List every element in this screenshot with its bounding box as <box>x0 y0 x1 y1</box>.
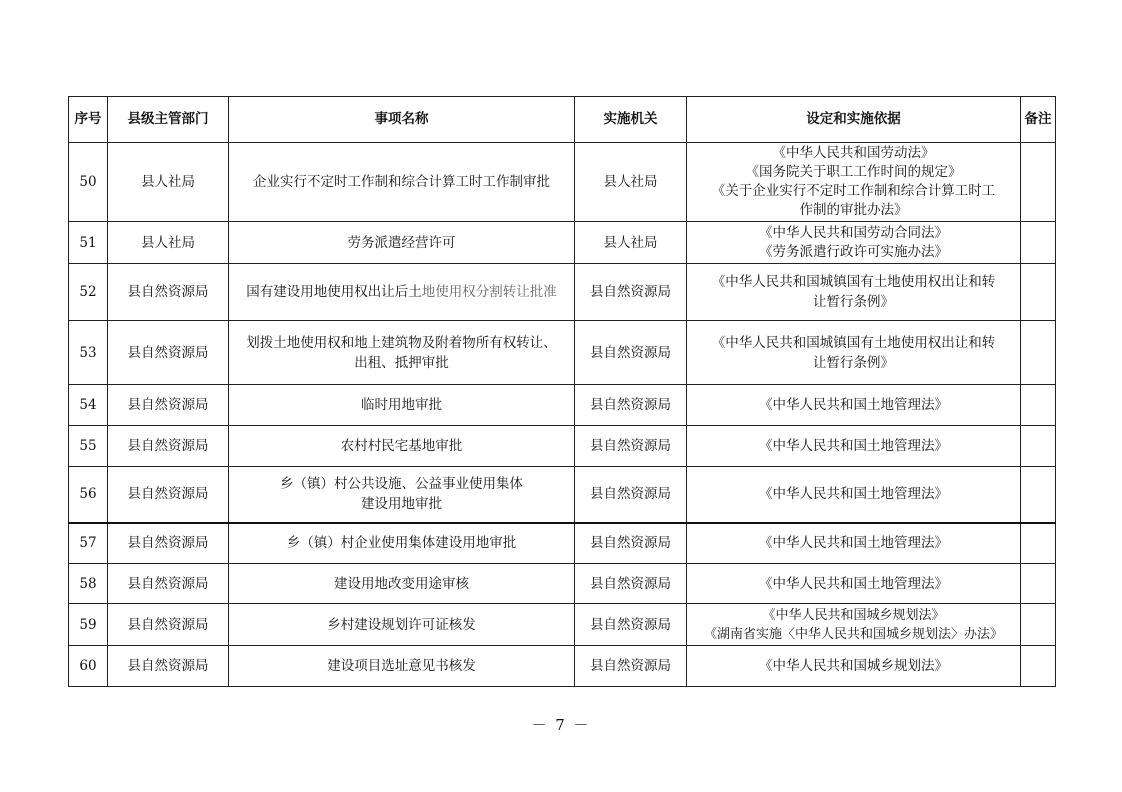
basis-line: 《中华人民共和国城镇国有土地使用权出让和转 <box>711 334 996 351</box>
header-seq: 序号 <box>69 97 108 143</box>
row-dept: 县自然资源局 <box>108 604 229 646</box>
basis-line: 《中华人民共和国劳动法》 <box>772 145 935 161</box>
row-seq: 54 <box>69 385 108 426</box>
row-dept: 县自然资源局 <box>108 426 229 467</box>
table-row <box>69 564 1056 604</box>
basis-line: 《关于企业实行不定时工作制和综合计算工时工 <box>711 183 996 199</box>
item-line: 划拨土地使用权和地上建筑物及附着物所有权转让、 <box>246 334 557 351</box>
row-remark <box>1021 523 1056 564</box>
row-agency: 县人社局 <box>575 222 687 264</box>
row-seq: 56 <box>69 467 108 523</box>
row-seq: 55 <box>69 426 108 467</box>
item-text-faded: 地使用权分割转让批准 <box>421 284 557 300</box>
table-row <box>69 222 1056 264</box>
row-agency: 县自然资源局 <box>575 564 687 604</box>
row-seq: 53 <box>69 321 108 385</box>
basis-line: 《中华人民共和国土地管理法》 <box>759 575 948 592</box>
basis-line: 作制的审批办法》 <box>799 202 908 218</box>
row-item <box>229 321 575 385</box>
basis-line: 《中华人民共和国土地管理法》 <box>759 486 948 503</box>
table-row <box>69 523 1056 564</box>
row-dept: 县自然资源局 <box>108 321 229 385</box>
row-item <box>229 426 575 467</box>
row-remark <box>1021 426 1056 467</box>
header-agency: 实施机关 <box>575 97 687 143</box>
row-dept: 县自然资源局 <box>108 564 229 604</box>
row-basis <box>687 426 1021 467</box>
item-line: 农村村民宅基地审批 <box>340 438 463 454</box>
row-item <box>229 222 575 264</box>
row-item <box>229 264 575 321</box>
row-basis <box>687 604 1021 646</box>
approval-items-table <box>68 96 1056 687</box>
row-dept: 县自然资源局 <box>108 646 229 687</box>
row-seq: 52 <box>69 264 108 321</box>
page-number: － 7 － <box>531 716 591 734</box>
basis-line: 让暂行条例》 <box>813 294 894 310</box>
row-agency: 县自然资源局 <box>575 264 687 321</box>
row-item <box>229 646 575 687</box>
row-agency: 县自然资源局 <box>575 467 687 523</box>
row-item <box>229 143 575 222</box>
row-remark <box>1021 222 1056 264</box>
row-dept: 县人社局 <box>108 222 229 264</box>
row-agency: 县自然资源局 <box>575 646 687 687</box>
row-item <box>229 523 575 564</box>
item-line: 建设用地改变用途审核 <box>334 575 469 592</box>
row-basis <box>687 564 1021 604</box>
basis-line: 《中华人民共和国劳动合同法》 <box>759 224 948 241</box>
row-dept: 县自然资源局 <box>108 385 229 426</box>
basis-line: 《中华人民共和国城乡规划法》 <box>762 607 945 623</box>
header-remark: 备注 <box>1021 97 1056 143</box>
row-remark <box>1021 385 1056 426</box>
table-row <box>69 426 1056 467</box>
basis-line: 《中华人民共和国城镇国有土地使用权出让和转 <box>711 274 996 290</box>
row-agency: 县自然资源局 <box>575 523 687 564</box>
row-dept: 县自然资源局 <box>108 467 229 523</box>
header-basis: 设定和实施依据 <box>687 97 1021 143</box>
basis-line: 让暂行条例》 <box>813 354 894 371</box>
row-basis <box>687 467 1021 523</box>
row-basis <box>687 143 1021 222</box>
row-basis <box>687 385 1021 426</box>
basis-line: 《中华人民共和国土地管理法》 <box>759 397 948 413</box>
row-agency: 县自然资源局 <box>575 426 687 467</box>
header-item: 事项名称 <box>229 97 575 143</box>
item-line: 乡（镇）村企业使用集体建设用地审批 <box>286 535 517 552</box>
row-remark <box>1021 604 1056 646</box>
row-seq: 57 <box>69 523 108 564</box>
row-basis <box>687 222 1021 264</box>
row-item <box>229 385 575 426</box>
row-item <box>229 604 575 646</box>
row-remark <box>1021 564 1056 604</box>
row-item <box>229 564 575 604</box>
basis-line: 《劳务派遣行政许可实施办法》 <box>759 243 948 260</box>
row-dept: 县自然资源局 <box>108 264 229 321</box>
row-agency: 县自然资源局 <box>575 385 687 426</box>
item-line: 乡村建设规划许可证核发 <box>327 616 476 633</box>
table-row <box>69 143 1056 222</box>
row-item <box>229 467 575 523</box>
row-remark <box>1021 467 1056 523</box>
table-row <box>69 604 1056 646</box>
item-line: 劳务派遣经营许可 <box>347 234 456 251</box>
row-seq: 60 <box>69 646 108 687</box>
basis-line: 《中华人民共和国土地管理法》 <box>759 438 948 454</box>
table-row <box>69 467 1056 523</box>
item-line: 企业实行不定时工作制和综合计算工时工作制审批 <box>253 174 550 190</box>
item-line: 建设用地审批 <box>361 496 442 513</box>
table-row <box>69 646 1056 687</box>
row-remark <box>1021 646 1056 687</box>
row-basis <box>687 264 1021 321</box>
item-line: 临时用地审批 <box>361 397 442 413</box>
row-dept: 县人社局 <box>108 143 229 222</box>
row-seq: 59 <box>69 604 108 646</box>
row-seq: 58 <box>69 564 108 604</box>
row-seq: 50 <box>69 143 108 222</box>
row-agency: 县自然资源局 <box>575 321 687 385</box>
basis-line: 《湖南省实施〈中华人民共和国城乡规划法〉办法》 <box>703 626 1003 642</box>
row-agency: 县自然资源局 <box>575 604 687 646</box>
item-line: 出租、抵押审批 <box>354 354 449 371</box>
basis-line: 《中华人民共和国城乡规划法》 <box>759 658 948 674</box>
item-line: 建设项目选址意见书核发 <box>327 658 476 674</box>
row-basis <box>687 321 1021 385</box>
row-remark <box>1021 143 1056 222</box>
row-remark <box>1021 321 1056 385</box>
basis-line: 《中华人民共和国土地管理法》 <box>759 535 948 552</box>
row-dept: 县自然资源局 <box>108 523 229 564</box>
table-header-row <box>69 97 1056 143</box>
row-agency: 县人社局 <box>575 143 687 222</box>
basis-line: 《国务院关于职工工作时间的规定》 <box>745 164 962 180</box>
table-row <box>69 264 1056 321</box>
row-seq: 51 <box>69 222 108 264</box>
item-text: 国有建设用地使用权出让后土 <box>246 284 422 300</box>
item-line: 乡（镇）村公共设施、公益事业使用集体 <box>280 476 523 493</box>
table-row <box>69 321 1056 385</box>
row-basis <box>687 646 1021 687</box>
table-row <box>69 385 1056 426</box>
row-basis <box>687 523 1021 564</box>
row-remark <box>1021 264 1056 321</box>
header-dept: 县级主管部门 <box>108 97 229 143</box>
